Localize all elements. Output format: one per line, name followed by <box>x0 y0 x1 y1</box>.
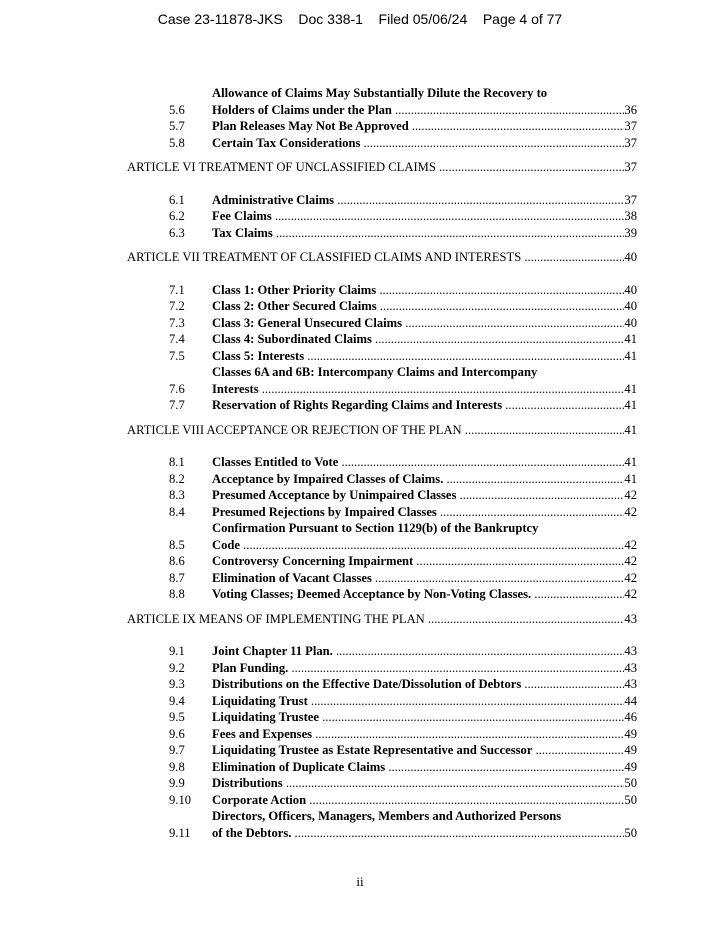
toc-entry[interactable] <box>127 693 637 710</box>
page-number: 41 <box>624 381 637 396</box>
toc-entry[interactable] <box>127 759 637 776</box>
section-title: Joint Chapter 11 Plan. ..... <box>212 643 624 660</box>
toc-entry[interactable] <box>127 520 637 553</box>
page-number: 42 <box>624 570 637 585</box>
page-number: 41 <box>624 455 637 469</box>
group-a5 <box>127 85 637 151</box>
page-number: 42 <box>624 504 637 519</box>
section-number: 5.6 <box>169 102 185 117</box>
entry-text <box>212 660 637 677</box>
toc-entry[interactable] <box>127 331 637 348</box>
section-number: 9.10 <box>169 792 192 807</box>
toc-entry[interactable] <box>127 792 637 809</box>
group-a7 <box>127 282 637 414</box>
page-number: 40 <box>624 282 637 297</box>
toc-entry[interactable] <box>127 660 637 677</box>
page-number: 49 <box>624 726 637 741</box>
section-number: 9.6 <box>169 726 185 741</box>
section-number: 7.4 <box>169 332 185 346</box>
section-title: Plan Releases May Not Be Approved ..... <box>212 118 624 135</box>
entry-text-wrap <box>212 364 637 397</box>
section-number: 9.1 <box>169 644 185 658</box>
page-number: 43 <box>624 611 637 626</box>
section-title: Acceptance by Impaired Classes of Claims. ..... <box>212 471 624 488</box>
entry-text <box>212 331 637 348</box>
section-number: 5.7 <box>169 119 185 133</box>
entry-text <box>212 709 637 726</box>
page-number: 37 <box>624 119 637 133</box>
toc-entry[interactable] <box>127 135 637 152</box>
section-number: 7.1 <box>169 282 185 297</box>
toc-entry[interactable] <box>127 298 637 315</box>
section-title: Holders of Claims under the Plan ..... <box>212 102 624 119</box>
toc-entry[interactable] <box>127 553 637 570</box>
entry-text <box>212 487 637 504</box>
section-title: Class 4: Subordinated Claims ..... <box>212 331 624 348</box>
section-number: 7.6 <box>169 381 185 396</box>
toc-entry[interactable] <box>127 118 637 135</box>
entry-text <box>212 586 637 603</box>
section-number: 9.5 <box>169 710 185 724</box>
entry-text <box>212 792 637 809</box>
page-number: 44 <box>624 693 637 708</box>
toc-entry[interactable] <box>127 348 637 365</box>
section-title: Certain Tax Considerations ..... <box>212 135 624 152</box>
section-number: 9.3 <box>169 677 185 691</box>
entry-text-wrap <box>212 85 637 118</box>
section-number: 9.2 <box>169 660 185 675</box>
entry-text <box>212 208 637 225</box>
toc-entry[interactable] <box>127 586 637 603</box>
section-number: 6.2 <box>169 209 185 223</box>
entry-text-wrap <box>212 520 637 553</box>
entry-line2 <box>212 102 637 119</box>
entry-text <box>212 742 637 759</box>
section-title: Code ..... <box>212 537 624 554</box>
page-number: 37 <box>624 160 637 174</box>
page-number: 50 <box>624 792 637 807</box>
section-title: Liquidating Trustee as Estate Representative and Successor ..... <box>212 742 624 759</box>
toc-entry[interactable] <box>127 225 637 242</box>
entry-text <box>212 759 637 776</box>
toc-entry[interactable] <box>127 676 637 693</box>
entry-text <box>212 676 637 693</box>
section-title: Class 1: Other Priority Claims ..... <box>212 282 624 299</box>
entry-text <box>212 225 637 242</box>
section-title-line1: Classes 6A and 6B: Intercompany Claims and Intercompany <box>212 365 538 379</box>
toc-entry[interactable] <box>127 570 637 587</box>
toc-entry[interactable] <box>127 192 637 209</box>
entry-line2 <box>212 381 637 398</box>
toc-entry[interactable] <box>127 208 637 225</box>
toc-entry[interactable] <box>127 742 637 759</box>
page-number: 43 <box>624 677 637 691</box>
entry-text <box>212 808 637 841</box>
page-number: 43 <box>624 644 637 658</box>
article-title: ARTICLE VI TREATMENT OF UNCLASSIFIED CLAIMS ..... <box>127 159 624 176</box>
section-title: Interests ..... <box>212 381 624 398</box>
section-title: Controversy Concerning Impairment ..... <box>212 553 624 570</box>
section-title: Corporate Action ..... <box>212 792 624 809</box>
toc-entry[interactable] <box>127 726 637 743</box>
case-header: Case 23-11878-JKS Doc 338-1 Filed 05/06/24 Page 4 of 77 <box>157 11 563 27</box>
page-number: 49 <box>624 743 637 757</box>
page-number: 43 <box>624 660 637 675</box>
section-title: Distributions on the Effective Date/Dissolution of Debtors ..... <box>212 676 624 693</box>
article-title: ARTICLE VIII ACCEPTANCE OR REJECTION OF THE PLAN ..... <box>127 422 624 439</box>
section-title: of the Debtors. ..... <box>212 825 624 842</box>
page-number: 42 <box>624 587 637 601</box>
section-title: Voting Classes; Deemed Acceptance by Non-Voting Classes. ..... <box>212 586 624 603</box>
article-title: ARTICLE VII TREATMENT OF CLASSIFIED CLAIMS AND INTERESTS ..... <box>127 249 624 266</box>
section-number: 8.4 <box>169 504 185 519</box>
section-number: 7.3 <box>169 315 185 330</box>
entry-line2 <box>212 825 637 842</box>
page-number: 41 <box>624 332 637 346</box>
section-number: 8.7 <box>169 570 185 585</box>
entry-text <box>212 454 637 471</box>
section-title: Presumed Acceptance by Unimpaired Classes ..... <box>212 487 624 504</box>
section-title: Classes Entitled to Vote ..... <box>212 454 624 471</box>
page-number: 41 <box>624 398 637 412</box>
page-number: 50 <box>624 776 637 790</box>
toc-entry[interactable] <box>127 315 637 332</box>
page-number: 41 <box>624 348 637 363</box>
entry-text <box>212 348 637 365</box>
page-number: 40 <box>624 315 637 330</box>
entry-line2 <box>212 537 637 554</box>
section-title: Class 3: General Unsecured Claims ..... <box>212 315 624 332</box>
section-number: 9.4 <box>169 693 185 708</box>
page-number: 37 <box>624 135 637 150</box>
entry-text <box>212 118 637 135</box>
section-number: 6.3 <box>169 225 185 240</box>
entry-text <box>212 315 637 332</box>
section-title: Plan Funding. ..... <box>212 660 624 677</box>
page-number: 42 <box>624 537 637 552</box>
section-number: 7.2 <box>169 299 185 313</box>
entry-text <box>212 504 637 521</box>
section-title-line1: Confirmation Pursuant to Section 1129(b) of the Bankruptcy <box>212 521 539 535</box>
toc-entry[interactable] <box>127 364 637 397</box>
toc-entry[interactable] <box>127 808 637 841</box>
article-ix-entry[interactable] <box>127 611 637 628</box>
section-title: Elimination of Duplicate Claims ..... <box>212 759 624 776</box>
section-title-line1: Directors, Officers, Managers, Members and Authorized Persons <box>212 809 562 823</box>
page-number: 39 <box>624 225 637 240</box>
section-number: 8.8 <box>169 587 185 601</box>
entry-text <box>212 553 637 570</box>
entry-text-wrap <box>212 808 637 841</box>
entry-text <box>212 364 637 397</box>
section-number: 8.2 <box>169 471 185 486</box>
section-number: 9.11 <box>169 825 191 840</box>
toc-entry[interactable] <box>127 487 637 504</box>
table-of-contents <box>127 85 637 841</box>
entry-text <box>212 693 637 710</box>
section-title: Fee Claims ..... <box>212 208 624 225</box>
article-vi-entry[interactable] <box>127 159 637 176</box>
group-a6 <box>127 192 637 242</box>
entry-text <box>212 775 637 792</box>
page-number: 38 <box>624 209 637 223</box>
toc-entry[interactable] <box>127 643 637 660</box>
page-number: 41 <box>624 422 637 437</box>
section-number: 8.6 <box>169 554 185 568</box>
entry-text <box>212 85 637 118</box>
section-number: 8.1 <box>169 455 185 469</box>
section-title: Presumed Rejections by Impaired Classes ..... <box>212 504 624 521</box>
group-a9 <box>127 643 637 841</box>
section-title: Fees and Expenses ..... <box>212 726 624 743</box>
section-number: 9.8 <box>169 759 185 774</box>
section-title: Distributions ..... <box>212 775 624 792</box>
entry-text <box>212 520 637 553</box>
entry-text <box>212 643 637 660</box>
entry-text <box>212 397 637 414</box>
page-number: 37 <box>624 192 637 207</box>
section-title: Liquidating Trust ..... <box>212 693 624 710</box>
page-number: 46 <box>624 710 637 724</box>
article-viii-entry[interactable] <box>127 422 637 439</box>
section-number: 7.5 <box>169 348 185 363</box>
entry-text <box>212 135 637 152</box>
page-footer-number: ii <box>356 874 364 889</box>
entry-text <box>212 192 637 209</box>
section-title: Administrative Claims ..... <box>212 192 624 209</box>
section-title: Elimination of Vacant Classes ..... <box>212 570 624 587</box>
section-title: Class 5: Interests ..... <box>212 348 624 365</box>
section-number: 6.1 <box>169 192 185 207</box>
toc-entry[interactable] <box>127 85 637 118</box>
page-number: 40 <box>624 299 637 313</box>
page-number: 50 <box>624 825 637 840</box>
section-number: 9.9 <box>169 776 185 790</box>
article-title: ARTICLE IX MEANS OF IMPLEMENTING THE PLAN ..... <box>127 611 624 628</box>
section-title: Reservation of Rights Regarding Claims and Interests ..... <box>212 397 624 414</box>
page-number: 41 <box>624 471 637 486</box>
group-a8 <box>127 454 637 603</box>
page-number: 42 <box>624 554 637 568</box>
toc-entry[interactable] <box>127 282 637 299</box>
section-title-line1: Allowance of Claims May Substantially Dilute the Recovery to <box>212 86 548 100</box>
page-number: 42 <box>624 488 637 502</box>
section-number: 5.8 <box>169 135 185 150</box>
toc-entry[interactable] <box>127 504 637 521</box>
toc-entry[interactable] <box>127 471 637 488</box>
section-title: Liquidating Trustee ..... <box>212 709 624 726</box>
page-number: 36 <box>624 102 637 117</box>
page-number: 49 <box>624 759 637 774</box>
page-number: 40 <box>624 250 637 264</box>
toc-entry[interactable] <box>127 397 637 414</box>
section-number: 7.7 <box>169 398 185 412</box>
toc-entry[interactable] <box>127 709 637 726</box>
section-number: 9.7 <box>169 743 185 757</box>
entry-text <box>212 298 637 315</box>
section-number: 8.3 <box>169 488 185 502</box>
entry-text <box>212 282 637 299</box>
section-number: 8.5 <box>169 537 185 552</box>
article-vii-entry[interactable] <box>127 249 637 266</box>
entry-text <box>212 471 637 488</box>
toc-entry[interactable] <box>127 454 637 471</box>
entry-text <box>212 726 637 743</box>
toc-entry[interactable] <box>127 775 637 792</box>
section-title: Tax Claims ..... <box>212 225 624 242</box>
entry-text <box>212 570 637 587</box>
section-title: Class 2: Other Secured Claims ..... <box>212 298 624 315</box>
